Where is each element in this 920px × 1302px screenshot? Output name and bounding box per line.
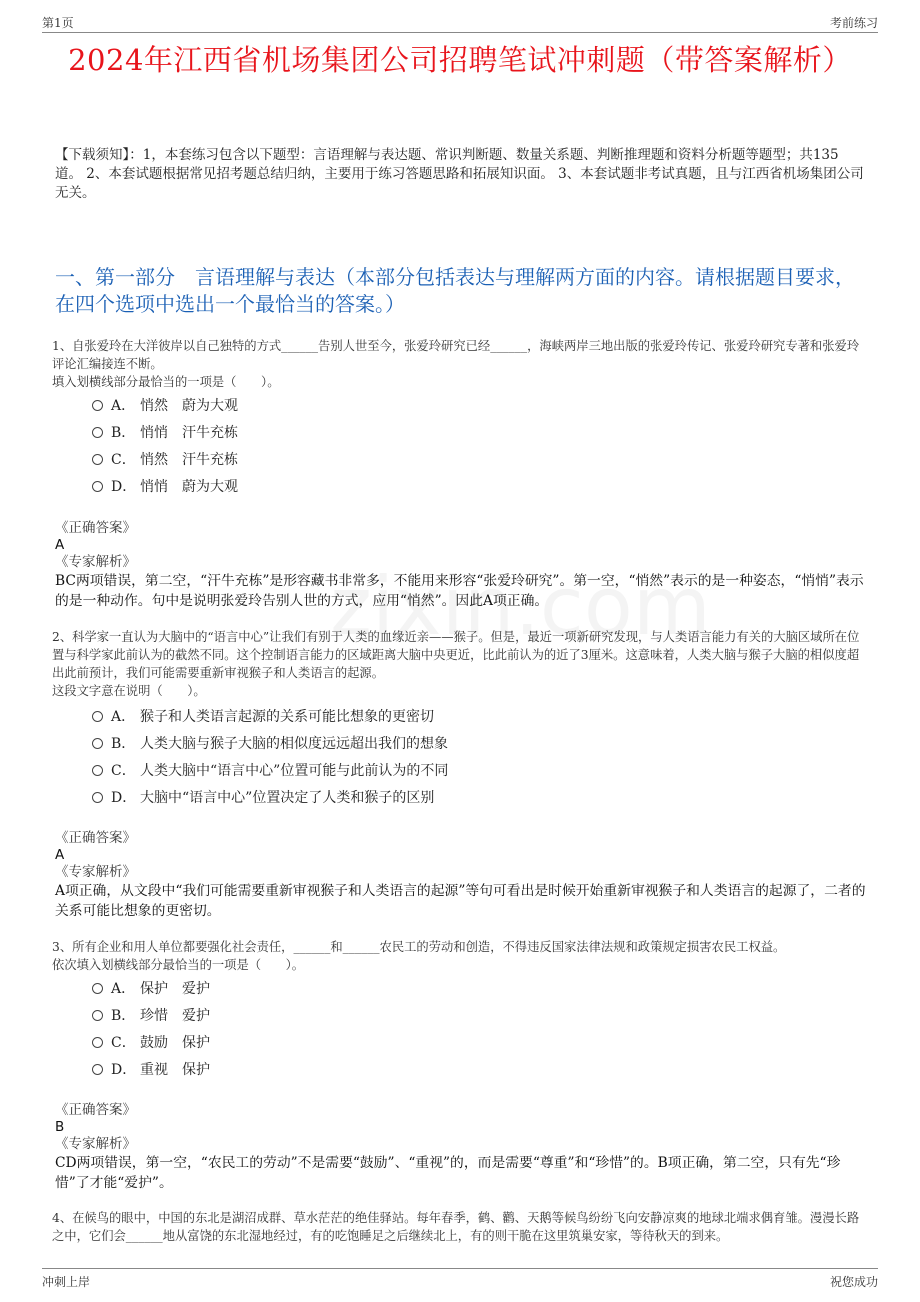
analysis-text: A项正确，从文段中“我们可能需要重新审视猴子和人类语言的起源”等句可看出是时候开始重新审视猴子和人类语言的起源了，二者的关系可能比想象的更密切。 (55, 883, 866, 919)
question-4 (52, 1209, 868, 1245)
radio-icon[interactable] (92, 1064, 103, 1075)
radio-icon[interactable] (92, 427, 103, 438)
option-c[interactable]: C． 悄然 汗牛充栋 (92, 450, 238, 477)
analysis-label: 《专家解析》 (55, 554, 136, 570)
radio-icon[interactable] (92, 1037, 103, 1048)
option-b[interactable]: B． 人类大脑与猴子大脑的相似度远远超出我们的想象 (92, 734, 448, 761)
option-c[interactable]: C． 鼓励 保护 (92, 1033, 210, 1060)
option-d[interactable]: D． 大脑中“语言中心”位置决定了人类和猴子的区别 (92, 788, 448, 815)
option-b[interactable]: B． 珍惜 爱护 (92, 1006, 210, 1033)
option-b[interactable]: B． 悄悄 汗牛充栋 (92, 423, 238, 450)
question-prompt: 这段文字意在说明（ ）。 (52, 684, 206, 698)
question-3 (52, 938, 868, 974)
answer-value: A (55, 847, 65, 863)
question-1 (52, 337, 868, 391)
option-d[interactable]: D． 悄悄 蔚为大观 (92, 477, 238, 504)
analysis-label: 《专家解析》 (55, 1136, 136, 1152)
option-a[interactable]: A． 猴子和人类语言起源的关系可能比想象的更密切 (92, 707, 448, 734)
radio-icon[interactable] (92, 711, 103, 722)
question-prompt: 依次填入划横线部分最恰当的一项是（ ）。 (52, 958, 305, 972)
analysis-text: CD两项错误，第一空，“农民工的劳动”不是需要“鼓励”、“重视”的，而是需要“尊重”和“珍惜”的。B项正确，第二空，只有先“珍惜”了才能“爱护”。 (55, 1155, 841, 1191)
question-stem: 3、所有企业和用人单位都要强化社会责任，______和______农民工的劳动和创造，不得违反国家法律法规和政策规定损害农民工权益。 (52, 940, 786, 954)
radio-icon[interactable] (92, 1010, 103, 1021)
radio-icon[interactable] (92, 792, 103, 803)
answer-value: A (55, 537, 65, 553)
document-title: 2024年江西省机场集团公司招聘笔试冲刺题（带答案解析） (68, 43, 852, 77)
option-c[interactable]: C． 人类大脑中“语言中心”位置可能与此前认为的不同 (92, 761, 448, 788)
answer-value: B (55, 1119, 65, 1135)
question-1-options (92, 396, 238, 504)
footer-left: 冲刺上岸 (42, 1275, 91, 1289)
question-stem: 2、科学家一直认为大脑中的“语言中心”让我们有别于人类的血缘近亲——猴子。但是，最近一项新研究发现，与人类语言能力有关的大脑区域所在位置与科学家此前认为的截然不同。这个控制语言能力的区域距离大脑中央更近，比此前认为的近了3厘米。这意味着，人类大脑与猴子大脑的相似度超出此前预计，我们可能需要重新审视猴子和人类语言的起源。 (52, 630, 860, 680)
question-2-answer (55, 830, 870, 921)
header-tag: 考前练习 (829, 16, 878, 30)
download-notice: 【下载须知】：1，本套练习包含以下题型：言语理解与表达题、常识判断题、数量关系题、判断推理题和资料分析题等题型；共135道。 2、本套试题根据常见招考题总结归纳，主要用于练习答题思路和拓展知识面。 3、本套试题非考试真题，且与江西省机场集团公司无关。 (55, 147, 864, 201)
page-number: 第1页 (42, 16, 74, 30)
analysis-text: BC两项错误，第二空，“汗牛充栋”是形容藏书非常多，不能用来形容“张爱玲研究”。第一空，“悄然”表示的是一种姿态，“悄悄”表示的是一种动作。句中是说明张爱玲告别人世的方式，应用“悄然”。因此A项正确。 (55, 573, 864, 609)
radio-icon[interactable] (92, 765, 103, 776)
question-3-answer (55, 1102, 870, 1193)
question-prompt: 填入划横线部分最恰当的一项是（ ）。 (52, 375, 280, 389)
radio-icon[interactable] (92, 454, 103, 465)
option-a[interactable]: A． 悄然 蔚为大观 (92, 396, 238, 423)
question-2 (52, 628, 868, 700)
question-stem: 4、在候鸟的眼中，中国的东北是湖沼成群、草水茫茫的绝佳驿站。每年春季，鹤、鹳、天鹅等候鸟纷纷飞向安静凉爽的地球北端求偶育雏。漫漫长路之中，它们会______地从富饶的东北湿地经过，有的吃饱睡足之后继续北上，有的则干脆在这里筑巢安家，等待秋天的到来。 (52, 1211, 860, 1243)
radio-icon[interactable] (92, 738, 103, 749)
option-d[interactable]: D． 重视 保护 (92, 1060, 210, 1087)
section-heading: 一、第一部分 言语理解与表达（本部分包括表达与理解两方面的内容。请根据题目要求，在四个选项中选出一个最恰当的答案。） (55, 265, 855, 316)
radio-icon[interactable] (92, 481, 103, 492)
answer-label: 《正确答案》 (55, 830, 136, 846)
question-2-options (92, 707, 448, 815)
page-header (42, 12, 878, 33)
footer-right: 祝您成功 (829, 1275, 878, 1289)
question-stem: 1、自张爱玲在大洋彼岸以自己独特的方式______告别人世至今，张爱玲研究已经______，海峡两岸三地出版的张爱玲传记、张爱玲研究专著和张爱玲评论汇编接连不断。 (52, 339, 860, 371)
radio-icon[interactable] (92, 983, 103, 994)
answer-label: 《正确答案》 (55, 520, 136, 536)
question-1-answer (55, 520, 870, 611)
analysis-label: 《专家解析》 (55, 864, 136, 880)
option-a[interactable]: A． 保护 爱护 (92, 979, 210, 1006)
question-3-options (92, 979, 210, 1087)
radio-icon[interactable] (92, 400, 103, 411)
answer-label: 《正确答案》 (55, 1102, 136, 1118)
page-footer (42, 1268, 878, 1289)
